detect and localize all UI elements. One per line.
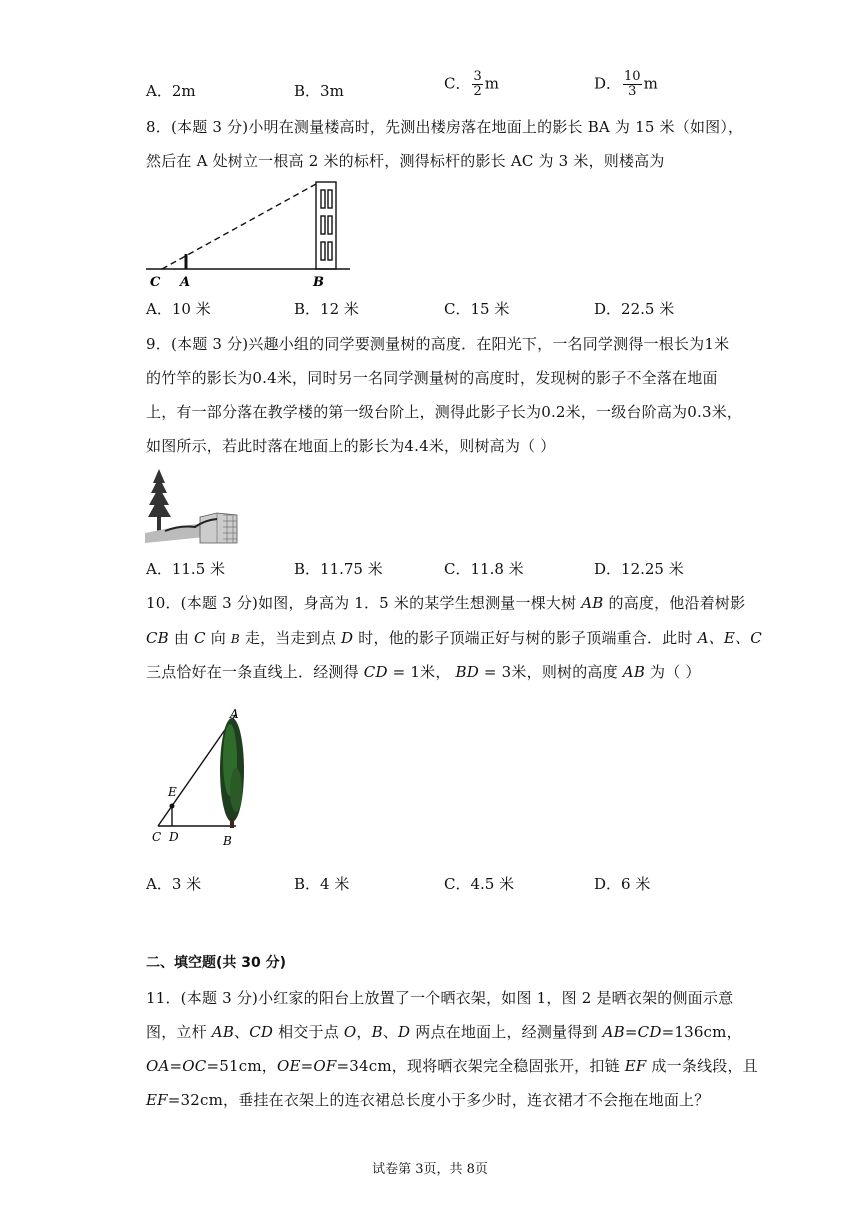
building	[316, 182, 336, 269]
q8-stem-line2: 然后在 A 处树立一根高 2 米的标杆，测得标杆的影长 AC 为 3 米，则楼高为	[146, 152, 665, 170]
label-e: E	[168, 785, 177, 799]
q9-stem-line2: 的竹竿的影长为0.4米，同时另一名同学测量树的高度时，发现树的影子不全落在地面	[146, 369, 718, 387]
q9-stem-line3: 上，有一部分落在教学楼的第一级台阶上，测得此影子长为0.2米，一级台阶高为0.3米，	[146, 403, 743, 421]
q9-option-d: D．12.25 米	[594, 560, 684, 578]
q10-option-d: D．6 米	[594, 875, 651, 893]
label-c: C	[152, 830, 162, 844]
q10-figure	[146, 700, 261, 850]
q11-stem-line1: 11．(本题 3 分)小红家的阳台上放置了一个晒衣架，如图 1，图 2 是晒衣架的侧面示意	[146, 989, 734, 1007]
q8-option-b: B．12 米	[294, 300, 359, 318]
q10-stem-line1: 10．(本题 3 分)如图，身高为 1．5 米的某学生想测量一棵大树 AB 的高度，他沿着树影	[146, 594, 746, 612]
q9-option-a: A．11.5 米	[146, 560, 225, 578]
label-b: B	[223, 834, 232, 848]
q8-option-a: A．10 米	[146, 300, 211, 318]
section-title: 二、填空题(共 30 分)	[146, 955, 287, 971]
q10-option-c: C．4.5 米	[444, 875, 515, 893]
q11-stem-line3: OA=OC=51cm，OE=OF=34cm，现将晒衣架完全稳固张开，扣链 EF 成一条线段，且	[146, 1057, 758, 1075]
q10-option-b: B．4 米	[294, 875, 350, 893]
label-a: A	[180, 275, 191, 290]
steps	[200, 513, 237, 543]
q10-option-a: A．3 米	[146, 875, 202, 893]
point-e	[170, 804, 175, 809]
q8-figure	[140, 178, 355, 290]
q7-option-b: B．3m	[294, 82, 344, 100]
cypress-tree-icon	[220, 718, 244, 828]
label-b: B	[313, 275, 324, 290]
q9-option-c: C．11.8 米	[444, 560, 524, 578]
q9-option-b: B．11.75 米	[294, 560, 383, 578]
q7-option-a: A．2m	[146, 82, 196, 100]
q8-option-d: D．22.5 米	[594, 300, 675, 318]
q8-option-c: C．15 米	[444, 300, 510, 318]
q9-stem-line1: 9．(本题 3 分)兴趣小组的同学要测量树的高度．在阳光下，一名同学测得一根长为1米	[146, 335, 730, 353]
label-a: A	[230, 707, 239, 721]
q11-stem-line2: 图，立杆 AB、CD 相交于点 O，B、D 两点在地面上，经测量得到 AB=CD=136cm，	[146, 1023, 742, 1041]
q10-stem-line3: 三点恰好在一条直线上．经测得 CD = 1米， BD = 3米，则树的高度 AB 为（ ）	[146, 663, 701, 681]
label-d: D	[169, 830, 179, 844]
q7-option-c: C． $\frac{3}{2}$ m	[444, 69, 499, 99]
q10-stem-line2: CB 由 C 向 B 走，当走到点 D 时，他的影子顶端正好与树的影子顶端重合．此时 A、E、C	[146, 629, 762, 647]
q9-figure	[145, 465, 240, 545]
label-c: C	[150, 275, 161, 290]
q7-option-d: D． $\frac{10}{3}$ m	[594, 69, 658, 99]
page-footer: 试卷第 3页，共 8页	[372, 1162, 488, 1177]
q11-stem-line4: EF=32cm，垂挂在衣架上的连衣裙总长度小于多少时，连衣裙才不会拖在地面上？	[146, 1091, 710, 1109]
q8-stem-line1: 8．(本题 3 分)小明在测量楼高时，先测出楼房落在地面上的影长 BA 为 15 米（如图），	[146, 118, 744, 136]
q9-stem-line4: 如图所示，若此时落在地面上的影长为4.4米，则树高为（ ）	[146, 437, 556, 455]
